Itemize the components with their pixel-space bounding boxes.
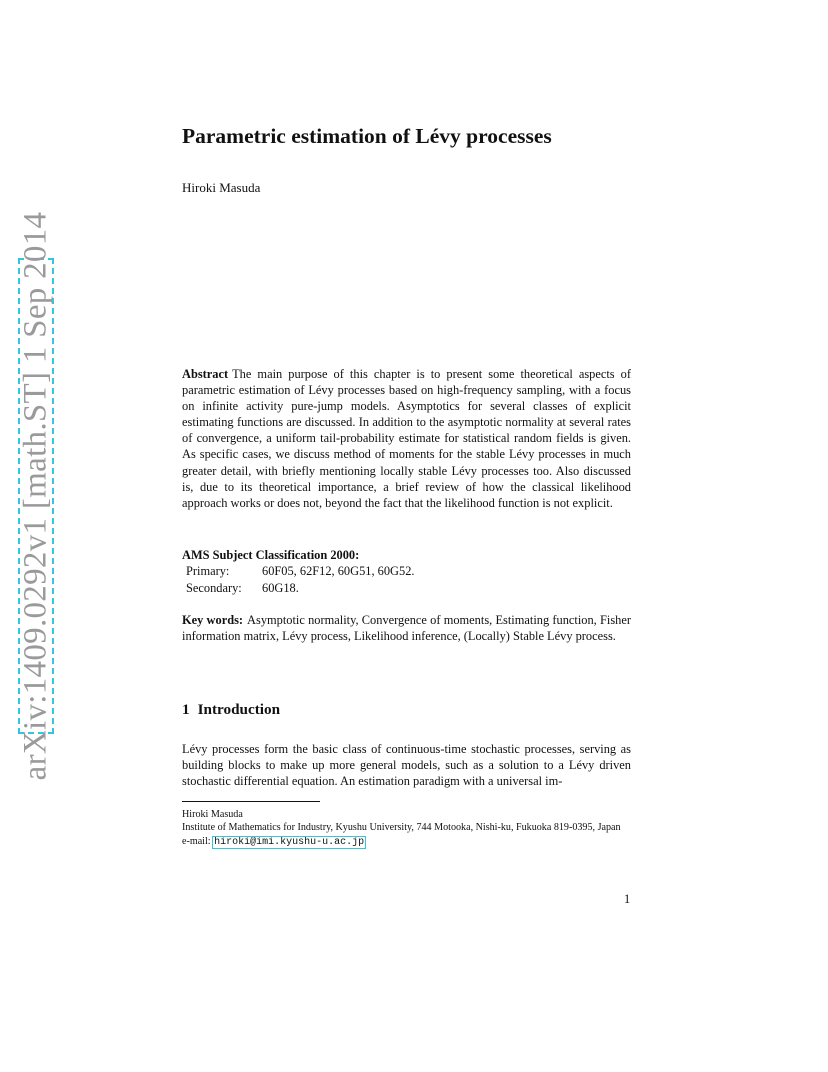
keywords [182,612,631,645]
ams-primary-row [186,564,415,579]
ams-primary-label: Primary: [186,564,230,578]
author-footnote [182,808,631,849]
email-label: e-mail: [182,835,211,847]
footnote-affiliation: Institute of Mathematics for Industry, Kyushu University, 744 Motooka, Nishi-ku, Fukuoka 819-0395, Japan [182,822,621,834]
ams-primary-value: 60F05, 62F12, 60G51, 60G52. [262,564,415,578]
author-name: Hiroki Masuda [182,180,261,195]
email-link[interactable]: hiroki@imi.kyushu-u.ac.jp [214,836,365,848]
ams-classification-heading: AMS Subject Classification 2000: [182,548,360,562]
abstract-label: Abstract [182,367,229,381]
page-number: 1 [624,892,631,906]
keywords-label: Key words: [182,613,244,627]
abstract [182,366,631,511]
ams-secondary-label: Secondary: [186,581,242,595]
footnote-divider [182,801,320,802]
ams-secondary-row [186,581,299,596]
footnote-author-name: Hiroki Masuda [182,809,243,820]
abstract-text: The main purpose of this chapter is to present some theoretical aspects of parametric estimation of Lévy processes based on high-frequency sampling, with a focus on infinite activity pure-jump models. Asymptotics for several classes of explicit estimating functions are discussed. In addition to the asymptotic normality at several rates of convergence, a uniform tail-probability estimate for statistical random fields is given. As specific cases, we discuss method of moments for the stable Lévy processes in much greater detail, with briefly mentioning locally stable Lévy processes too. Also discussed is, due to its theoretical importance, a brief review of how the classical likelihood approach works or does not, beyond the fact that the likelihood function is not explicit. [182,367,631,510]
section-number: 1 [182,701,190,718]
paper-title: Parametric estimation of Lévy processes [182,124,552,148]
ams-secondary-value: 60G18. [262,581,299,595]
keywords-text: Asymptotic normality, Convergence of moments, Estimating function, Fisher information matrix, Lévy process, Likelihood inference, (Locally) Stable Lévy process. [182,613,631,644]
section-heading-introduction [182,701,280,719]
arxiv-identifier[interactable]: arXiv:1409.0292v1 [math.ST] 1 Sep 2014 [17,211,54,781]
introduction-paragraph: Lévy processes form the basic class of continuous-time stochastic processes, serving as building blocks to make up more general models, such as a solution to a Lévy driven stochastic differential equation. An estimation paradigm with a universal im- [182,742,631,789]
section-title: Introduction [197,701,281,718]
footnote-email-line [182,835,631,849]
